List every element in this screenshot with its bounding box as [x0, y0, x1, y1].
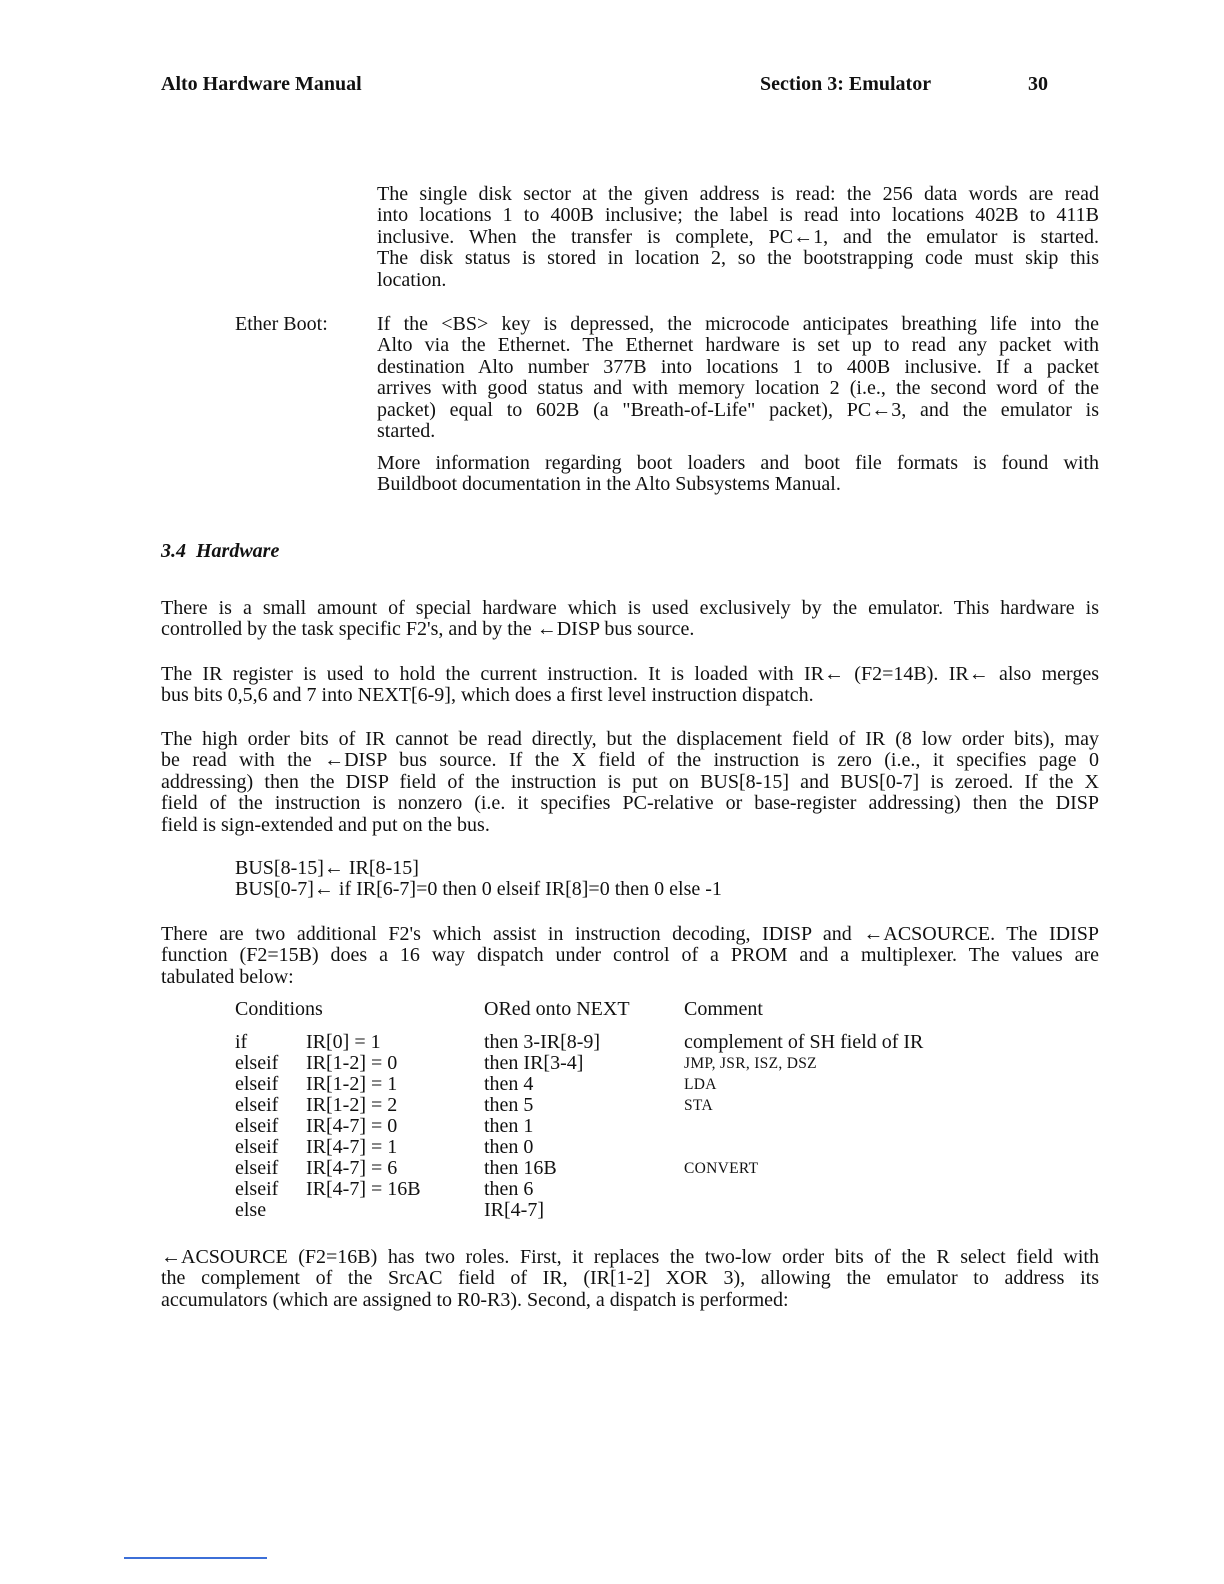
- table-cell: else: [235, 1199, 267, 1221]
- text-line: be read with the ←DISP bus source. If the X field of the instruction is zero (i.e., it specifies page 0: [161, 749, 1099, 772]
- table-cell: elseif: [235, 1157, 279, 1179]
- idisp-paragraph: [161, 924, 1099, 988]
- text-line: addressing) then the DISP field of the instruction is put on BUS[8-15] and BUS[0-7] is zeroed. If the X: [161, 770, 1099, 793]
- table-cell: IR[0] = 1: [306, 1031, 381, 1053]
- text-line: The high order bits of IR cannot be read directly, but the displacement field of IR (8 low order bits), may: [161, 728, 1099, 750]
- section-number: 3.4: [161, 540, 186, 562]
- table-cell: LDA: [684, 1076, 717, 1093]
- text-line: field is sign-extended and put on the bus.: [161, 813, 490, 836]
- table-cell: IR[4-7] = 6: [306, 1157, 398, 1179]
- table-cell: STA: [684, 1097, 713, 1114]
- text-line: inclusive. When the transfer is complete, PC←1, and the emulator is started.: [377, 225, 1099, 248]
- table-cell: elseif: [235, 1178, 279, 1200]
- text-line: Alto via the Ethernet. The Ethernet hardware is set up to read any packet with: [377, 334, 1099, 357]
- boot-loaders-paragraph: [377, 453, 1099, 496]
- section-heading: [161, 541, 279, 562]
- text-line: into locations 1 to 400B inclusive; the label is read into locations 402B to 411B: [377, 204, 1099, 227]
- text-line: ←ACSOURCE (F2=16B) has two roles. First, it replaces the two-low order bits of the R select field with: [161, 1246, 1099, 1268]
- table-condition-column: [306, 1032, 421, 1221]
- table-cell: elseif: [235, 1094, 279, 1116]
- text-line: More information regarding boot loaders and boot file formats is found with: [377, 452, 1099, 474]
- table-cell: then 4: [484, 1073, 534, 1095]
- table-comment-column: [684, 1032, 923, 1221]
- bus-code-block: [235, 858, 722, 901]
- page-number: 30: [1028, 73, 1048, 95]
- table-cell: then 1: [484, 1115, 534, 1137]
- code-line: BUS[8-15]← IR[8-15]: [235, 857, 419, 879]
- table-cell: [684, 1137, 923, 1158]
- table-cell: [684, 1116, 923, 1137]
- displacement-paragraph: [161, 729, 1099, 836]
- text-line: accumulators (which are assigned to R0-R3). Second, a dispatch is performed:: [161, 1288, 789, 1311]
- text-line: packet) equal to 602B (a "Breath-of-Life" packet), PC←3, and the emulator is: [377, 398, 1099, 421]
- table-ored-column: [484, 1032, 600, 1221]
- text-line: The single disk sector at the given address is read: the 256 data words are read: [377, 183, 1099, 205]
- ir-register-paragraph: [161, 664, 1099, 707]
- table-cell: elseif: [235, 1136, 279, 1158]
- header-title: Alto Hardware Manual: [161, 73, 362, 95]
- text-line: There is a small amount of special hardware which is used exclusively by the emulator. This hardware is: [161, 597, 1099, 619]
- footnote-rule: [124, 1557, 267, 1559]
- table-cell: elseif: [235, 1115, 279, 1137]
- table-cell: IR[1-2] = 1: [306, 1073, 398, 1095]
- disk-boot-paragraph: [377, 184, 1099, 291]
- text-line: started.: [377, 420, 436, 443]
- table-cell: [306, 1200, 421, 1221]
- table-cell: if: [235, 1031, 248, 1053]
- text-line: arrives with good status and with memory location 2 (i.e., the second word of the: [377, 377, 1099, 400]
- section-title: Hardware: [196, 540, 280, 562]
- text-line: controlled by the task specific F2's, and by the ←DISP bus source.: [161, 618, 695, 641]
- text-line: tabulated below:: [161, 965, 294, 988]
- text-line: bus bits 0,5,6 and 7 into NEXT[6-9], which does a first level instruction dispatch.: [161, 684, 814, 707]
- table-cell: IR[1-2] = 0: [306, 1052, 398, 1074]
- text-line: destination Alto number 377B into locations 1 to 400B inclusive. If a packet: [377, 355, 1099, 378]
- text-line: function (F2=15B) does a 16 way dispatch under control of a PROM and a multiplexer. The values are: [161, 944, 1099, 967]
- table-cell: IR[4-7] = 16B: [306, 1178, 421, 1200]
- text-line: The IR register is used to hold the current instruction. It is loaded with IR← (F2=14B). IR← also merges: [161, 663, 1099, 685]
- text-line: Buildboot documentation in the Alto Subsystems Manual.: [377, 473, 841, 496]
- text-line: If the <BS> key is depressed, the microcode anticipates breathing life into the: [377, 313, 1099, 335]
- text-line: field of the instruction is nonzero (i.e. it specifies PC-relative or base-register addressing) then the DISP: [161, 792, 1099, 815]
- table-cell: then IR[3-4]: [484, 1052, 584, 1074]
- table-header-ored: ORed onto NEXT: [484, 998, 630, 1020]
- table-cell: JMP, JSR, ISZ, DSZ: [684, 1055, 817, 1072]
- table-cell: CONVERT: [684, 1160, 759, 1177]
- table-header-conditions: Conditions: [235, 998, 323, 1020]
- table-cell: then 16B: [484, 1157, 557, 1179]
- table-cell: IR[4-7]: [484, 1199, 544, 1221]
- table-cell: [684, 1179, 923, 1200]
- table-cell: [684, 1200, 923, 1221]
- acsource-paragraph: [161, 1247, 1099, 1311]
- text-line: location.: [377, 268, 447, 291]
- table-cell: IR[1-2] = 2: [306, 1094, 398, 1116]
- ether-boot-label: Ether Boot:: [235, 313, 328, 335]
- table-cell: then 0: [484, 1136, 534, 1158]
- table-keyword-column: [235, 1032, 278, 1221]
- code-line: BUS[0-7]← if IR[6-7]=0 then 0 elseif IR[8]=0 then 0 else -1: [235, 878, 722, 901]
- table-cell: complement of SH field of IR: [684, 1031, 924, 1053]
- hardware-intro-paragraph: [161, 598, 1099, 641]
- table-cell: elseif: [235, 1052, 279, 1074]
- table-header-comment: Comment: [684, 998, 763, 1020]
- table-cell: then 5: [484, 1094, 534, 1116]
- text-line: the complement of the SrcAC field of IR, (IR[1-2] XOR 3), allowing the emulator to address its: [161, 1267, 1099, 1290]
- table-cell: then 3-IR[8-9]: [484, 1031, 601, 1053]
- header-section: Section 3: Emulator: [760, 73, 932, 95]
- ether-boot-paragraph: [377, 314, 1099, 442]
- table-cell: then 6: [484, 1178, 534, 1200]
- table-cell: IR[4-7] = 1: [306, 1136, 398, 1158]
- text-line: There are two additional F2's which assist in instruction decoding, IDISP and ←ACSOURCE. The IDISP: [161, 923, 1099, 945]
- table-cell: IR[4-7] = 0: [306, 1115, 398, 1137]
- table-cell: elseif: [235, 1073, 279, 1095]
- text-line: The disk status is stored in location 2, so the bootstrapping code must skip this: [377, 247, 1099, 270]
